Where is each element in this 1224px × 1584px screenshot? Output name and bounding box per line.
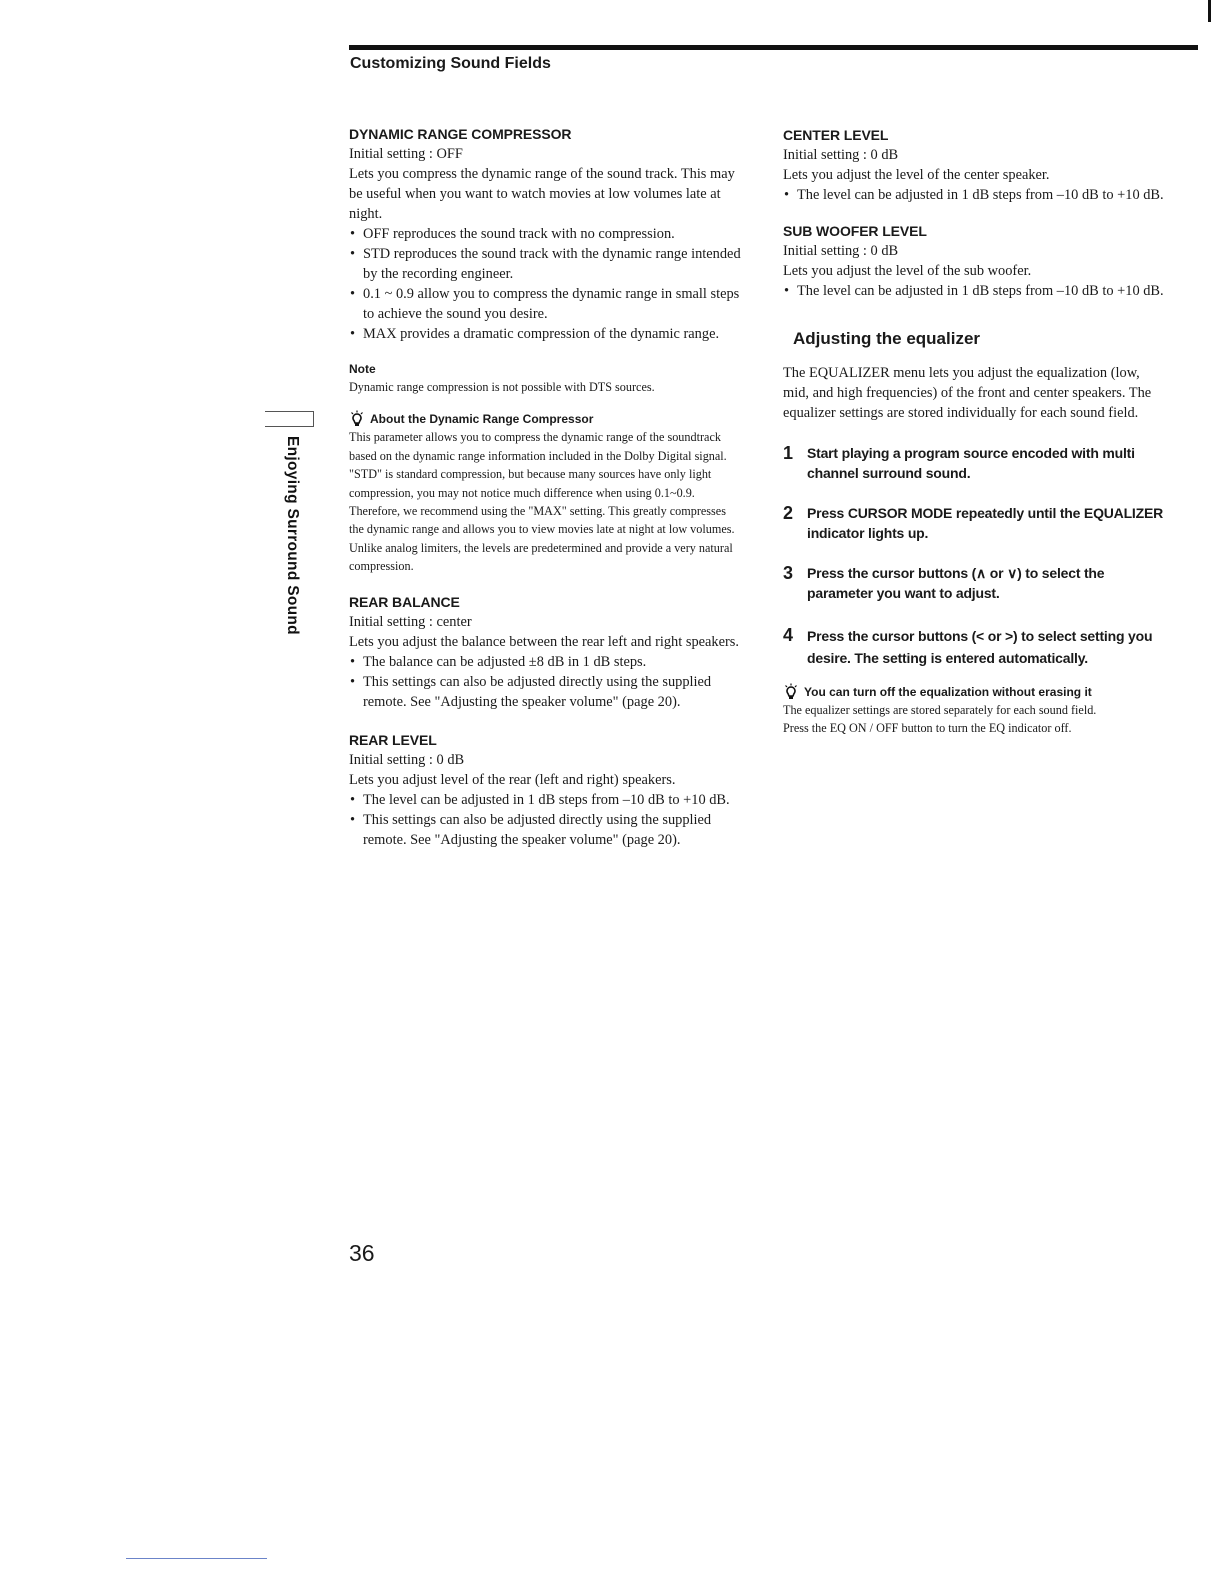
tip-heading-text: About the Dynamic Range Compressor [370, 412, 594, 427]
tip-heading-text: You can turn off the equalization without erasing it [804, 685, 1092, 699]
list-item: • STD reproduces the sound track with the dynamic range intended by the recording engineer. [349, 244, 741, 284]
step-1 [783, 443, 1168, 483]
step-text: Start playing a program source encoded with multi channel surround sound. [807, 445, 1135, 481]
sidebar-tab-box [265, 411, 314, 427]
step-number: 4 [783, 625, 794, 645]
step-3 [783, 563, 1168, 603]
sub-woofer-initial: Initial setting : 0 dB [783, 243, 899, 259]
list-item: • This settings can also be adjusted directly using the supplied remote. See "Adjusting the speaker volume" (page 20). [349, 672, 741, 712]
list-item: • The level can be adjusted in 1 dB steps from –10 dB to +10 dB. [783, 281, 1168, 301]
list-item: • The level can be adjusted in 1 dB steps from –10 dB to +10 dB. [349, 790, 741, 810]
step-text: Press the cursor buttons (< or >) to select setting you desire. The setting is entered automatically. [807, 628, 1153, 666]
rear-balance-desc: Lets you adjust the balance between the rear left and right speakers. [349, 633, 739, 650]
drc-bullets [349, 224, 741, 344]
note-label: Note [349, 362, 376, 376]
rear-level-section [349, 730, 741, 850]
equalizer-intro: The EQUALIZER menu lets you adjust the equalization (low, mid, and high frequencies) of the front and center speakers. The equalizer settings are stored individually for each sound field. [783, 365, 1152, 421]
step-2 [783, 503, 1168, 543]
equalizer-section [783, 327, 1168, 738]
step-4 [783, 625, 1168, 669]
equalizer-heading: Adjusting the equalizer [793, 329, 981, 348]
sub-woofer-section [783, 221, 1168, 301]
corner-mark [1208, 0, 1211, 22]
rear-balance-section [349, 592, 741, 712]
spacer [349, 712, 741, 730]
list-item: • The level can be adjusted in 1 dB steps from –10 dB to +10 dB. [783, 185, 1168, 205]
step-text: Press the cursor buttons (∧ or ∨) to select the parameter you want to adjust. [807, 565, 1105, 601]
spacer [783, 301, 1168, 327]
bottom-rule [126, 1558, 267, 1559]
tip-paragraph: The equalizer settings are stored separately for each sound field. [783, 703, 1097, 717]
list-item: • The balance can be adjusted ±8 dB in 1 dB steps. [349, 652, 741, 672]
sub-woofer-heading: SUB WOOFER LEVEL [783, 223, 927, 239]
rear-level-desc: Lets you adjust level of the rear (left and right) speakers. [349, 771, 676, 788]
rear-level-heading: REAR LEVEL [349, 731, 437, 748]
right-column [783, 125, 1168, 738]
center-level-heading: CENTER LEVEL [783, 127, 889, 143]
center-level-desc: Lets you adjust the level of the center speaker. [783, 167, 1050, 183]
spacer [783, 205, 1168, 221]
tip-heading-eq [783, 683, 1168, 701]
header-rule [349, 45, 1198, 50]
list-item: • OFF reproduces the sound track with no compression. [349, 224, 741, 244]
sub-woofer-bullets [783, 281, 1168, 301]
list-item: • MAX provides a dramatic compression of the dynamic range. [349, 324, 741, 344]
drc-desc: Lets you compress the dynamic range of the sound track. This may be useful when you want to watch movies at low volumes late at night. [349, 166, 735, 222]
tip-paragraph: This parameter allows you to compress the dynamic range of the soundtrack based on the dynamic range information included in the Dolby Digital signal. "STD" is standard compression, but because many sources have only light compression, you may not notice much difference when using 0.1~0.9. [349, 430, 727, 500]
spacer [349, 576, 741, 592]
rear-balance-initial: Initial setting : center [349, 613, 472, 630]
note-text: Dynamic range compression is not possible with DTS sources. [349, 380, 655, 394]
left-column [349, 124, 741, 850]
rear-balance-bullets [349, 652, 741, 712]
tip-paragraph: Press the EQ ON / OFF button to turn the EQ indicator off. [783, 721, 1072, 736]
center-level-section [783, 125, 1168, 205]
drc-section [349, 124, 741, 344]
tip-lightbulb-icon [349, 410, 365, 428]
list-item: • 0.1 ~ 0.9 allow you to compress the dynamic range in small steps to achieve the sound you desire. [349, 284, 741, 324]
list-item: • This settings can also be adjusted directly using the supplied remote. See "Adjusting the speaker volume" (page 20). [349, 810, 741, 850]
drc-heading: DYNAMIC RANGE COMPRESSOR [349, 126, 572, 142]
rear-level-bullets [349, 790, 741, 850]
center-level-bullets [783, 185, 1168, 205]
tip-paragraph: Therefore, we recommend using the "MAX" setting. This greatly compresses the dynamic range and allows you to view movies late at night at low volumes. Unlike analog limiters, the levels are predetermined and provide a very natural compression. [349, 504, 735, 574]
step-number: 3 [783, 563, 794, 583]
section-title: Customizing Sound Fields [350, 55, 551, 72]
tip-lightbulb-icon [783, 683, 799, 701]
step-number: 2 [783, 503, 794, 523]
tip-heading-drc [349, 410, 741, 428]
step-text: Press CURSOR MODE repeatedly until the EQUALIZER indicator lights up. [807, 505, 1164, 541]
rear-balance-heading: REAR BALANCE [349, 593, 460, 610]
drc-initial: Initial setting : OFF [349, 146, 463, 162]
center-level-initial: Initial setting : 0 dB [783, 147, 899, 163]
rear-level-initial: Initial setting : 0 dB [349, 751, 465, 768]
page-number: 36 [349, 1240, 375, 1266]
sub-woofer-desc: Lets you adjust the level of the sub woofer. [783, 263, 1032, 279]
sidebar-chapter-label: Enjoying Surround Sound [284, 436, 301, 635]
step-number: 1 [783, 443, 794, 463]
